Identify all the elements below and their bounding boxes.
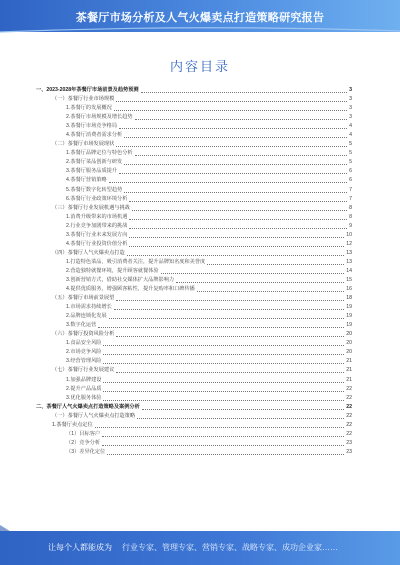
toc-page-number: 6 (349, 177, 352, 184)
toc-entry[interactable] (36, 339, 352, 348)
toc-entry[interactable] (36, 204, 352, 213)
toc-entry-text: （六）茶餐厅投资风险分析 (52, 331, 115, 338)
toc-page-number: 14 (346, 267, 352, 274)
toc-entry-text: 1.加强品牌建设 (66, 376, 102, 383)
toc-leader-dots (142, 409, 344, 410)
toc-entry-text: （四）茶餐厅人气火爆卖点打造 (52, 249, 125, 256)
toc-entry[interactable] (36, 122, 352, 131)
toc-entry[interactable] (36, 249, 352, 258)
toc-heading: 内容目录 (169, 59, 230, 74)
toc-leader-dots (132, 210, 347, 211)
toc-leader-dots (103, 382, 344, 383)
toc-leader-dots (135, 155, 348, 156)
toc-page-number: 21 (346, 358, 352, 365)
toc-entry[interactable] (36, 303, 352, 312)
toc-leader-dots (135, 119, 348, 120)
toc-leader-dots (129, 201, 347, 202)
toc-entry-text: 1.消费升级带来的市场机遇 (66, 213, 128, 220)
toc-page-number: 3 (349, 96, 352, 103)
toc-entry-text: 二、茶餐厅人气火爆卖点打造策略及案例分析 (36, 403, 140, 410)
toc-entry[interactable] (36, 448, 352, 457)
toc-leader-dots (176, 282, 344, 283)
toc-entry[interactable] (36, 439, 352, 448)
toc-leader-dots (116, 101, 347, 102)
toc-leader-dots (116, 372, 344, 373)
toc-leader-dots (116, 336, 344, 337)
toc-page-number: 20 (346, 331, 352, 338)
toc-leader-dots (161, 273, 345, 274)
toc-leader-dots (107, 454, 344, 455)
toc-leader-dots (103, 345, 344, 346)
toc-leader-dots (141, 92, 347, 93)
toc-page-number: 9 (349, 222, 352, 229)
toc-entry-text: （一）茶餐厅人气火爆卖点打造策略 (52, 412, 136, 419)
toc-entry[interactable] (36, 267, 352, 276)
toc-leader-dots (103, 354, 344, 355)
toc-page-number: 15 (346, 276, 352, 283)
toc-page-number: 7 (349, 195, 352, 202)
toc-entry[interactable] (36, 95, 352, 104)
toc-entry[interactable] (36, 158, 352, 167)
toc-entry-text: 3.茶餐厅行业未来发展方向 (66, 231, 128, 238)
toc-page-number: 22 (346, 385, 352, 392)
toc-leader-dots (103, 363, 344, 364)
toc-page-number: 13 (346, 249, 352, 256)
toc-entry[interactable] (36, 213, 352, 222)
toc-leader-dots (103, 391, 344, 392)
toc-page-number: 18 (346, 295, 352, 302)
toc-entry[interactable] (36, 294, 352, 303)
toc-leader-dots (114, 110, 347, 111)
toc-entry[interactable] (36, 394, 352, 403)
toc-entry-text: （1）目标客户 (66, 430, 101, 437)
toc-entry-text: 2.市场竞争风险 (66, 349, 102, 356)
toc-page-number: 19 (346, 304, 352, 311)
report-title: 茶餐厅市场分析及人气火爆卖点打造策略研究报告 (75, 12, 325, 24)
toc-leader-dots (102, 445, 344, 446)
toc-page-number: 22 (346, 412, 352, 419)
toc-entry-text: 4.茶餐厅营销策略 (66, 177, 107, 184)
toc-page-number: 3 (349, 87, 352, 93)
toc-page-number: 22 (346, 403, 352, 410)
toc-entry[interactable] (36, 258, 352, 267)
toc-entry[interactable] (36, 385, 352, 394)
toc-page-number: 3 (349, 114, 352, 121)
toc-entry[interactable] (36, 430, 352, 439)
toc-entry[interactable] (36, 104, 352, 113)
toc-entry[interactable] (36, 222, 352, 231)
toc-entry[interactable] (36, 86, 352, 95)
toc-page-number: 4 (349, 123, 352, 130)
toc-entry-text: 6.茶餐厅行业政策环境分析 (66, 195, 128, 202)
toc-entry-text: 4.茶餐厅行业投资价值分析 (66, 240, 128, 247)
toc-entry-text: 2.行业竞争加剧带来的挑战 (66, 222, 128, 229)
table-of-contents (36, 86, 352, 457)
toc-leader-dots (137, 418, 344, 419)
toc-entry[interactable] (36, 231, 352, 240)
toc-entry-text: （一）茶餐厅行业市场规模 (52, 96, 115, 103)
toc-entry-text: 3.经营管理风险 (66, 358, 102, 365)
toc-leader-dots (116, 146, 347, 147)
toc-page-number: 19 (346, 313, 352, 320)
toc-leader-dots (124, 164, 347, 165)
header-swoosh-decoration (0, 26, 400, 36)
toc-entry-text: 4.茶餐厅消费者需求分析 (66, 132, 123, 139)
toc-leader-dots (114, 309, 344, 310)
toc-leader-dots (109, 182, 347, 183)
toc-page-number: 5 (349, 150, 352, 157)
toc-page-number: 5 (349, 141, 352, 148)
toc-entry-text: 2.营造独特就餐环境，提升顾客就餐体验 (66, 267, 159, 274)
toc-page-number: 8 (349, 204, 352, 211)
toc-page-number: 3 (349, 105, 352, 112)
toc-page-number: 13 (346, 258, 352, 265)
toc-page-number: 6 (349, 168, 352, 175)
toc-entry-text: 3.数字化运营 (66, 322, 97, 329)
toc-page-number: 21 (346, 367, 352, 374)
toc-entry-text: （七）茶餐厅行业发展建议 (52, 367, 115, 374)
toc-entry-text: （2）竞争分析 (66, 439, 101, 446)
toc-entry-text: 1.茶餐厅的发展概况 (66, 105, 112, 112)
toc-leader-dots (127, 255, 345, 256)
toc-leader-dots (124, 192, 347, 193)
toc-entry-text: 2.品牌连锁化发展 (66, 313, 107, 320)
toc-leader-dots (102, 436, 344, 437)
toc-page-number: 5 (349, 159, 352, 166)
toc-leader-dots (103, 400, 344, 401)
toc-entry-text: 5.茶餐厅数字化转型趋势 (66, 186, 123, 193)
toc-page-number: 22 (346, 394, 352, 401)
toc-entry[interactable] (36, 321, 352, 330)
toc-entry[interactable] (36, 376, 352, 385)
toc-page-number: 20 (346, 340, 352, 347)
toc-entry-text: 一、2023-2028年茶餐厅市场前景及趋势预测 (36, 87, 139, 93)
toc-entry[interactable] (36, 357, 352, 366)
toc-page-number: 10 (346, 231, 352, 238)
toc-page-number: 19 (346, 322, 352, 329)
toc-entry[interactable] (36, 149, 352, 158)
toc-entry-text: 4.提供优质服务，增强顾客粘性，提升复购率和口碑传播 (66, 286, 195, 293)
toc-leader-dots (129, 237, 344, 238)
toc-entry[interactable] (36, 421, 352, 430)
toc-entry[interactable] (36, 412, 352, 421)
toc-leader-dots (116, 300, 344, 301)
toc-entry[interactable] (36, 330, 352, 339)
toc-entry[interactable] (36, 186, 352, 195)
toc-entry[interactable] (36, 240, 352, 249)
toc-page-number: 21 (346, 376, 352, 383)
toc-page-number: 7 (349, 186, 352, 193)
footer-sub-text: 行业专家、管理专家、营销专家、战略专家、成功企业家…… (122, 543, 338, 552)
toc-leader-dots (207, 264, 344, 265)
toc-page-number: 4 (349, 132, 352, 139)
toc-entry-text: 1.茶餐厅品牌定位与特色分析 (66, 150, 133, 157)
toc-entry-text: 3.茶餐厅市场竞争格局 (66, 123, 118, 130)
toc-entry-text: 3.优化服务体验 (66, 394, 102, 401)
toc-entry[interactable] (36, 285, 352, 294)
toc-entry-text: （五）茶餐厅市场前景展望 (52, 295, 115, 302)
toc-leader-dots (129, 219, 347, 220)
report-footer (0, 531, 400, 565)
toc-entry-text: 1.茶餐厅卖点定位 (52, 421, 93, 428)
toc-leader-dots (129, 246, 344, 247)
toc-entry-text: 1.打造特色菜品，吸引消费者关注，提升品牌知名度和美誉度 (66, 258, 206, 265)
toc-entry-text: 1.食品安全风险 (66, 340, 102, 347)
toc-entry[interactable] (36, 403, 352, 412)
toc-page-number: 12 (346, 240, 352, 247)
toc-page-number: 23 (346, 439, 352, 446)
toc-entry-text: （3）差异化定位 (66, 448, 106, 455)
toc-entry-text: 3.茶餐厅服务品质提升 (66, 168, 118, 175)
toc-entry-text: 3.创新营销方式，借助社交媒体扩大品牌影响力 (66, 276, 175, 283)
toc-page-number: 20 (346, 349, 352, 356)
toc-entry-text: （三）茶餐厅行业发展机遇与挑战 (52, 204, 130, 211)
toc-entry[interactable] (36, 167, 352, 176)
footer-slogan (48, 542, 338, 553)
toc-page-number: 23 (346, 448, 352, 455)
toc-leader-dots (129, 228, 347, 229)
toc-entry[interactable] (36, 276, 352, 285)
toc-entry-text: 1.市场需求持续增长 (66, 304, 112, 311)
toc-entry-text: 2.提升产品品质 (66, 385, 102, 392)
toc-entry[interactable] (36, 195, 352, 204)
toc-page-number: 8 (349, 213, 352, 220)
toc-leader-dots (98, 327, 344, 328)
toc-entry[interactable] (36, 131, 352, 140)
toc-entry[interactable] (36, 176, 352, 185)
toc-entry[interactable] (36, 366, 352, 375)
toc-entry[interactable] (36, 113, 352, 122)
toc-page-number: 22 (346, 421, 352, 428)
toc-leader-dots (119, 128, 347, 129)
toc-entry[interactable] (36, 348, 352, 357)
toc-leader-dots (109, 318, 345, 319)
toc-entry-text: （二）茶餐厅市场发展现状 (52, 141, 115, 148)
toc-page-number: 16 (346, 286, 352, 293)
toc-entry-text: 2.茶餐厅市场规模及增长趋势 (66, 114, 133, 121)
toc-page-number: 22 (346, 430, 352, 437)
toc-entry-text: 2.茶餐厅菜品创新与研发 (66, 159, 123, 166)
toc-entry[interactable] (36, 312, 352, 321)
toc-leader-dots (197, 291, 344, 292)
footer-main-text: 让每个人都能成为 (48, 543, 112, 552)
toc-leader-dots (95, 427, 345, 428)
toc-leader-dots (124, 137, 347, 138)
toc-entry[interactable] (36, 140, 352, 149)
toc-leader-dots (119, 173, 347, 174)
